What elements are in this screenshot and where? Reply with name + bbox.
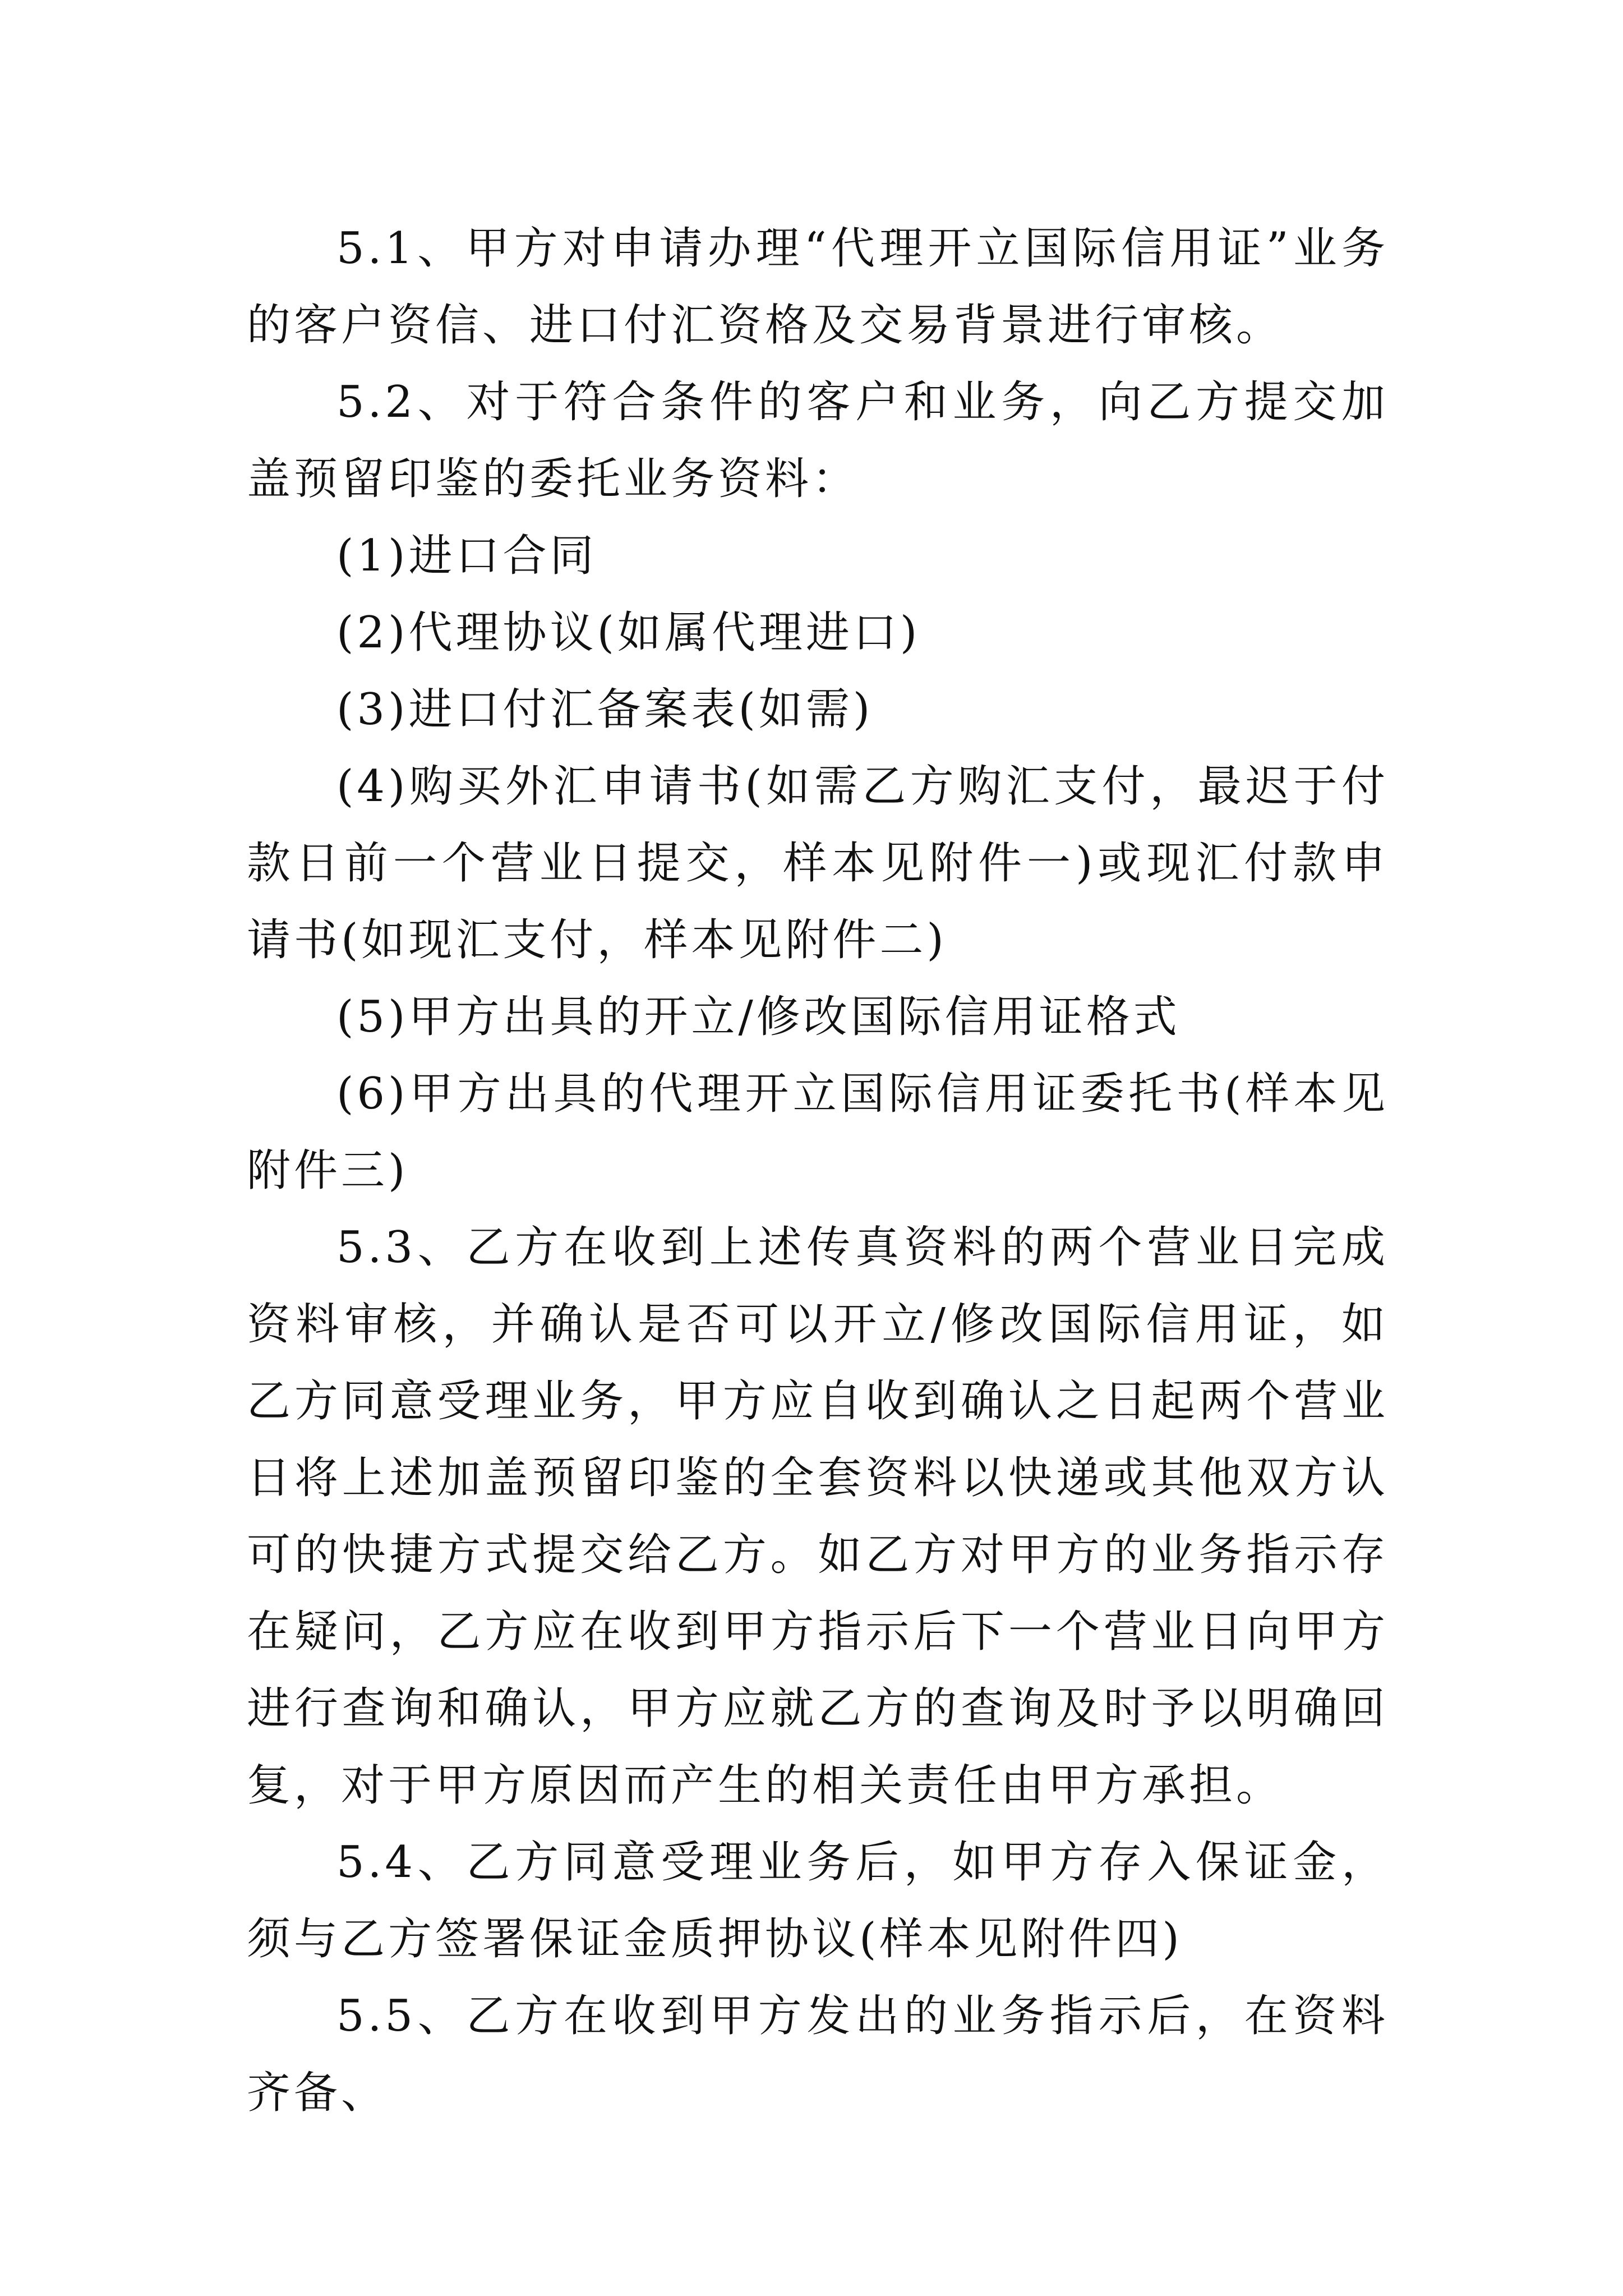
clause-5-5: 5.5、乙方在收到甲方发出的业务指示后，在资料齐备、 [247,1991,1389,2118]
list-item-1: (1)进口合同 [336,531,597,581]
list-item-3: (3)进口付汇备案表(如需) [336,684,874,735]
list-item-5: (5)甲方出具的开立/修改国际信用证格式 [336,992,1181,1042]
list-item-4: (4)购买外汇申请书(如需乙方购汇支付，最迟于付款日前一个营业日提交，样本见附件一)或现汇付款申请书(如现汇支付，样本见附件二) [247,761,1389,965]
clause-5-2: 5.2、对于符合条件的客户和业务，向乙方提交加盖预留印鉴的委托业务资料： [247,377,1389,504]
list-item-6: (6)甲方出具的代理开立国际信用证委托书(样本见附件三) [247,1069,1389,1196]
clause-5-1: 5.1、甲方对申请办理“代理开立国际信用证”业务的客户资信、进口付汇资格及交易背景进行审核。 [247,223,1389,351]
clause-5-4: 5.4、乙方同意受理业务后，如甲方存入保证金，须与乙方签署保证金质押协议(样本见附件四) [247,1837,1389,1964]
document-body [247,210,1389,2132]
list-item-2: (2)代理协议(如属代理进口) [336,608,921,658]
clause-5-3: 5.3、乙方在收到上述传真资料的两个营业日完成资料审核，并确认是否可以开立/修改国际信用证，如乙方同意受理业务，甲方应自收到确认之日起两个营业日将上述加盖预留印鉴的全套资料以快递或其他双方认可的快捷方式提交给乙方。如乙方对甲方的业务指示存在疑问，乙方应在收到甲方指示后下一个营业日向甲方进行查询和确认，甲方应就乙方的查询及时予以明确回复，对于甲方原因而产生的相关责任由甲方承担。 [247,1222,1389,1811]
